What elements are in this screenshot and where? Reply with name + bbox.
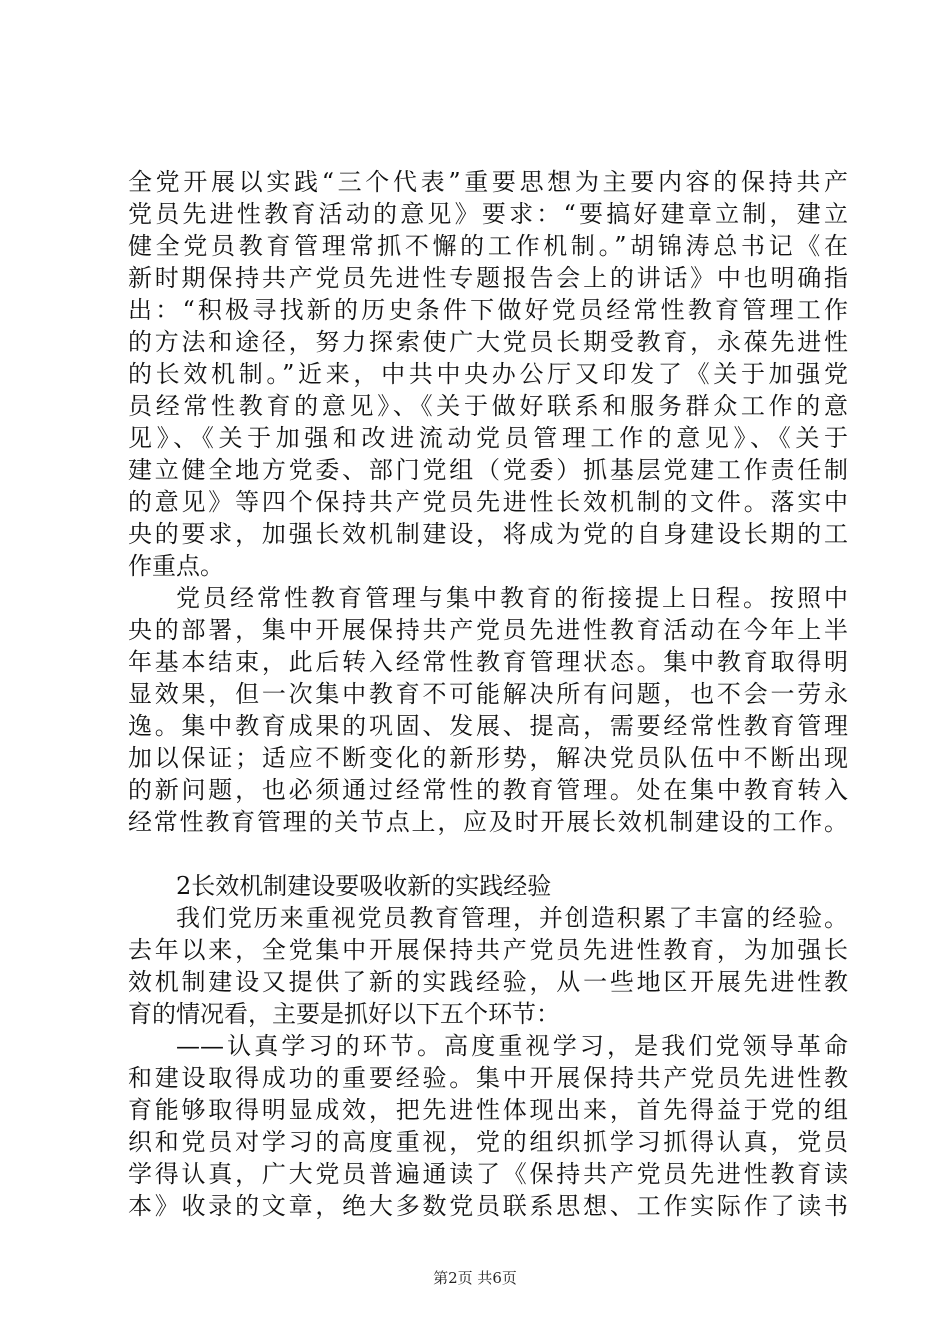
text-line: 效机制建设又提供了新的实践经验，从一些地区开展先进性教 [128,968,848,996]
text-line: 育的情况看，主要是抓好以下五个环节： [128,1000,560,1028]
text-line: 出：“积极寻找新的历史条件下做好党员经常性教育管理工作 [128,296,848,324]
text-line: 央的部署，集中开展保持共产党员先进性教育活动在今年上半 [128,616,848,644]
text-line: 新时期保持共产党员先进性专题报告会上的讲话》中也明确指 [128,264,848,292]
text-line: 全党开展以实践“三个代表”重要思想为主要内容的保持共产 [128,168,848,196]
page-number-footer: 第2页 共6页 [433,1269,517,1287]
text-line: 和建设取得成功的重要经验。集中开展保持共产党员先进性教 [128,1064,848,1092]
text-line: 央的要求，加强长效机制建设，将成为党的自身建设长期的工 [128,520,848,548]
text-line: 逸。集中教育成果的巩固、发展、提高，需要经常性教育管理 [128,712,848,740]
text-line: 去年以来，全党集中开展保持共产党员先进性教育，为加强长 [128,936,848,964]
text-line: 学得认真，广大党员普遍通读了《保持共产党员先进性教育读 [128,1160,848,1188]
text-line: 党员先进性教育活动的意见》要求：“要搞好建章立制，建立 [128,200,848,228]
text-line: 的方法和途径，努力探索使广大党员长期受教育，永葆先进性 [128,328,848,356]
text-line: 本》收录的文章，绝大多数党员联系思想、工作实际作了读书 [128,1192,848,1220]
text-line: 经常性教育管理的关节点上，应及时开展长效机制建设的工作。 [128,808,848,836]
text-line: ——认真学习的环节。高度重视学习，是我们党领导革命 [176,1032,848,1060]
text-line: 的新问题，也必须通过经常性的教育管理。处在集中教育转入 [128,776,848,804]
paragraph-4 [128,1030,848,1222]
paragraph-1 [128,166,848,582]
text-line: 年基本结束，此后转入经常性教育管理状态。集中教育取得明 [128,648,848,676]
text-line: 见》、《关于加强和改进流动党员管理工作的意见》、《关于 [128,424,848,452]
text-line: 健全党员教育管理常抓不懈的工作机制。”胡锦涛总书记《在 [128,232,848,260]
text-line: 育能够取得明显成效，把先进性体现出来，首先得益于党的组 [128,1096,848,1124]
paragraph-2 [128,582,848,838]
text-line: 建立健全地方党委、部门党组（党委）抓基层党建工作责任制 [128,456,848,484]
text-line: 作重点。 [128,552,224,580]
section-heading: 2长效机制建设要吸收新的实践经验 [176,872,552,900]
text-line: 显效果，但一次集中教育不可能解决所有问题，也不会一劳永 [128,680,848,708]
text-line: 的长效机制。”近来，中共中央办公厅又印发了《关于加强党 [128,360,848,388]
text-line: 加以保证；适应不断变化的新形势，解决党员队伍中不断出现 [128,744,848,772]
text-line: 我们党历来重视党员教育管理，并创造积累了丰富的经验。 [176,904,848,932]
paragraph-3 [128,902,848,1030]
text-line: 党员经常性教育管理与集中教育的衔接提上日程。按照中 [176,584,848,612]
text-line: 的意见》等四个保持共产党员先进性长效机制的文件。落实中 [128,488,848,516]
paragraph-spacer [128,838,848,870]
document-body [128,166,848,1222]
text-line: 织和党员对学习的高度重视，党的组织抓学习抓得认真，党员 [128,1128,848,1156]
text-line: 员经常性教育的意见》、《关于做好联系和服务群众工作的意 [128,392,848,420]
